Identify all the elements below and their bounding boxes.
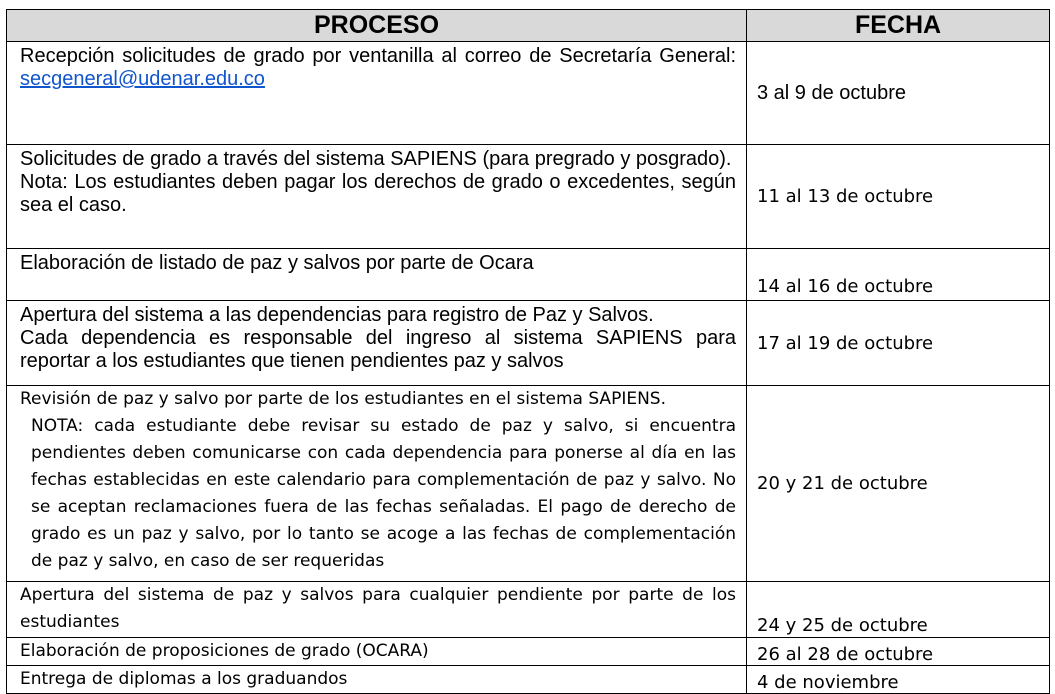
date-cell [747,249,1050,301]
process-text: Apertura del sistema de paz y salvos para cualquier pendiente por parte de los estudiantes [20,585,736,632]
date-text: 24 y 25 de octubre [757,615,928,636]
process-note: Cada dependencia es responsable del ingreso al sistema SAPIENS para reportar a los estudiantes que tienen pendientes paz y salvos [20,327,736,372]
process-text: Apertura del sistema a las dependencias para registro de Paz y Salvos. [20,304,654,326]
date-text: 14 al 16 de octubre [757,276,934,297]
date-cell [747,42,1050,145]
process-cell [7,582,747,638]
table-row [7,638,1050,666]
process-cell [7,42,747,145]
table-header-row [7,10,1050,42]
date-text: 3 al 9 de octubre [757,81,906,104]
process-cell [7,666,747,694]
date-text: 26 al 28 de octubre [757,644,934,665]
date-text: 17 al 19 de octubre [757,332,934,354]
process-text: Entrega de diplomas a los graduandos [20,669,348,689]
process-text: Elaboración de listado de paz y salvos por parte de Ocara [20,252,534,274]
date-cell [747,582,1050,638]
date-cell [747,301,1050,386]
date-text: 4 de noviembre [757,672,899,693]
date-column-header: FECHA [747,10,1050,42]
process-text: Solicitudes de grado a través del sistema SAPIENS (para pregrado y posgrado). [20,148,732,170]
table-row [7,582,1050,638]
date-cell [747,666,1050,694]
process-cell [7,386,747,582]
graduation-schedule-table [6,9,1050,694]
process-text: Elaboración de proposiciones de grado (OCARA) [20,641,429,661]
date-cell [747,145,1050,249]
process-note: Nota: Los estudiantes deben pagar los derechos de grado o excedentes, según sea el caso. [20,171,736,216]
process-text: Recepción solicitudes de grado por ventanilla al correo de Secretaría General: [20,45,736,67]
process-cell [7,249,747,301]
process-note: NOTA: cada estudiante debe revisar su estado de paz y salvo, si encuentra pendientes deben comunicarse con cada dependencia para ponerse al día en las fechas establecidas en este calendario para complementación de paz y salvo. No se aceptan reclamaciones fuera de las fechas señaladas. El pago de derecho de grado es un paz y salvo, por lo tanto se acoge a las fechas de complementación de paz y salvo, en caso de ser requeridas [31,416,736,571]
process-text: Revisión de paz y salvo por parte de los estudiantes en el sistema SAPIENS. [20,389,666,409]
table-row [7,249,1050,301]
email-link[interactable]: secgeneral@udenar.edu.co [20,68,265,90]
process-cell [7,638,747,666]
table-row [7,145,1050,249]
date-cell [747,386,1050,582]
date-text: 20 y 21 de octubre [757,473,928,494]
date-text: 11 al 13 de octubre [757,186,934,207]
table-row [7,666,1050,694]
table-row [7,42,1050,145]
date-cell [747,638,1050,666]
process-cell [7,301,747,386]
table-row [7,386,1050,582]
table-row [7,301,1050,386]
process-cell [7,145,747,249]
process-column-header: PROCESO [7,10,747,42]
